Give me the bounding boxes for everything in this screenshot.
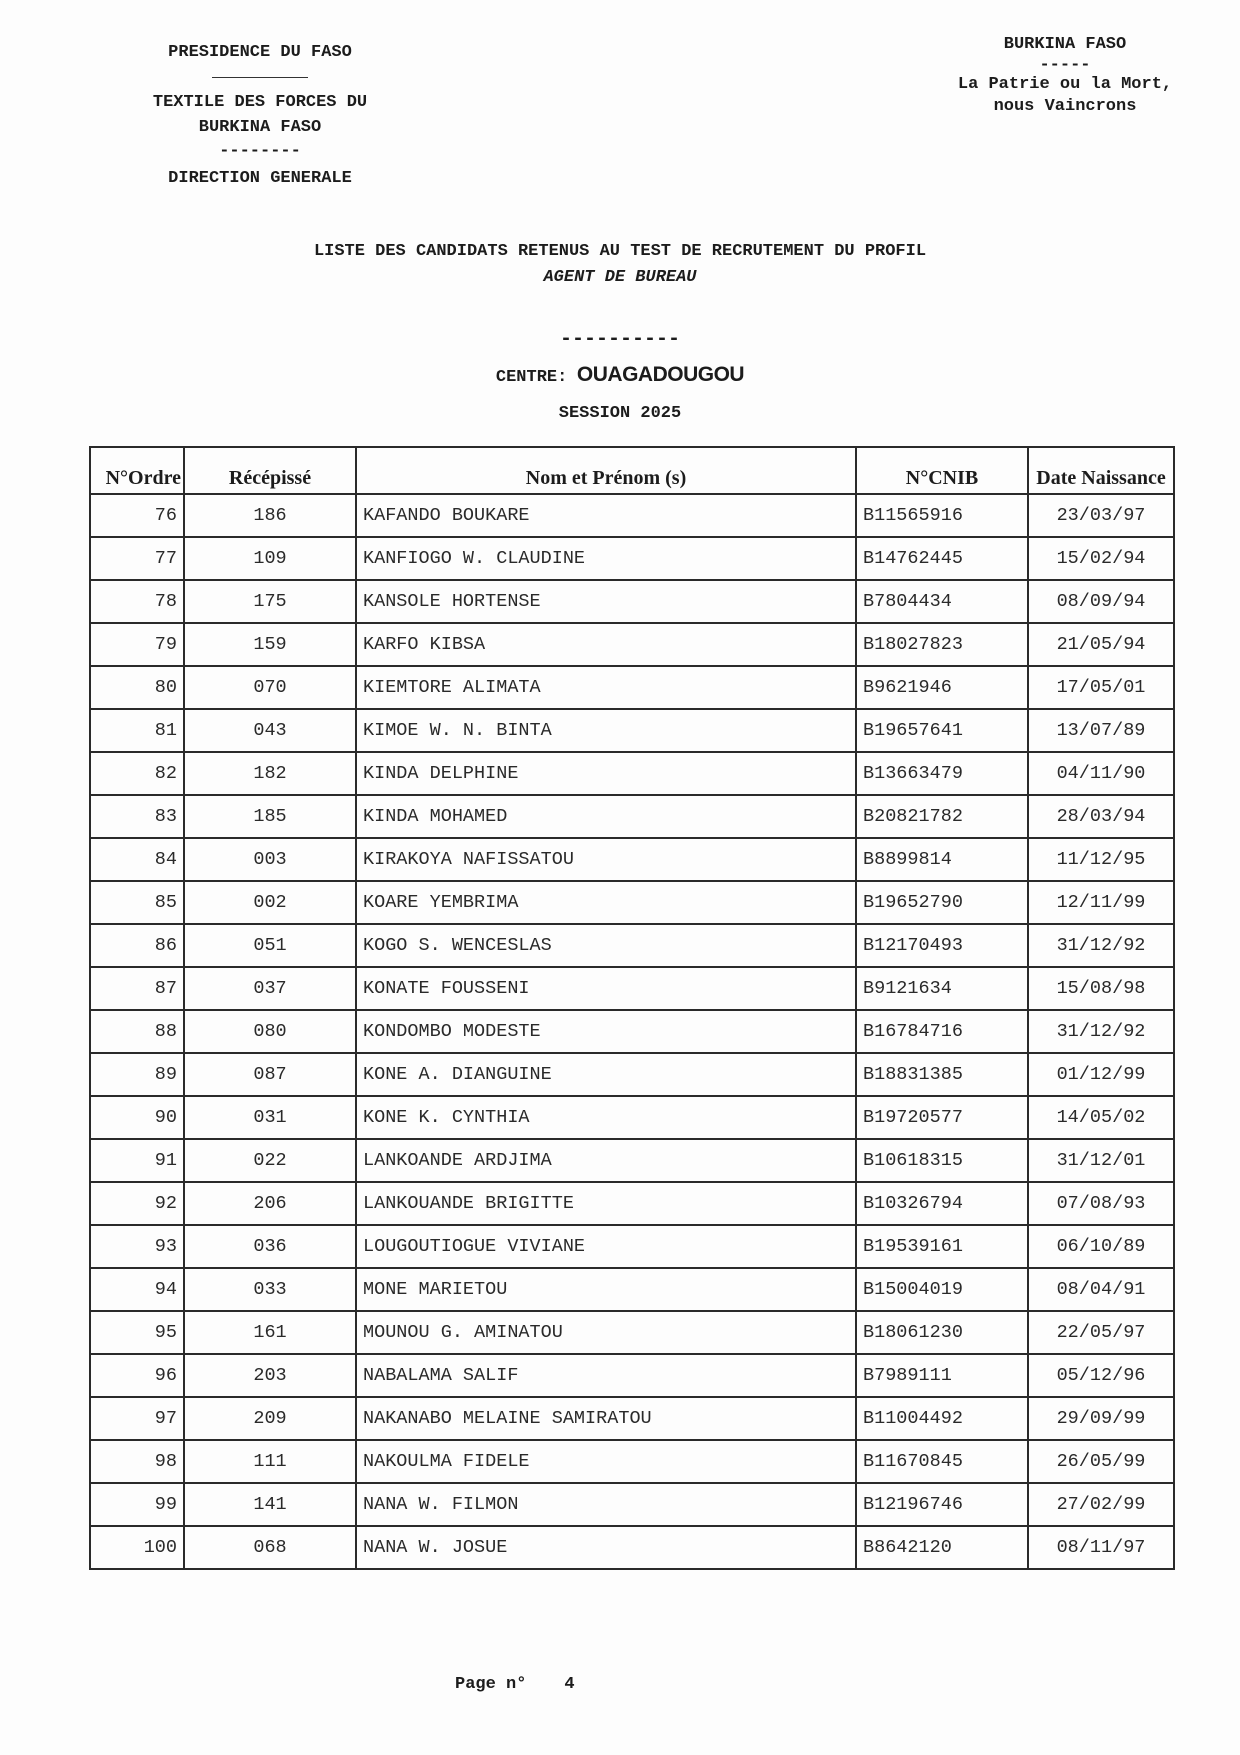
table-row [90, 623, 1174, 666]
birthdate-cell: 15/02/94 [1028, 537, 1174, 580]
name-cell: KONATE FOUSSENI [356, 967, 856, 1010]
ordre-cell: 99 [90, 1483, 184, 1526]
ordre-cell: 92 [90, 1182, 184, 1225]
name-cell: KAFANDO BOUKARE [356, 494, 856, 537]
cnib-cell: B18061230 [856, 1311, 1028, 1354]
cnib-cell: B13663479 [856, 752, 1028, 795]
birthdate-cell: 23/03/97 [1028, 494, 1174, 537]
column-header-cnib: N°CNIB [856, 447, 1028, 494]
birthdate-cell: 27/02/99 [1028, 1483, 1174, 1526]
motto-line1: La Patrie ou la Mort, [957, 75, 1173, 94]
name-cell: KONE A. DIANGUINE [356, 1053, 856, 1096]
name-cell: NAKANABO MELAINE SAMIRATOU [356, 1397, 856, 1440]
table-row [90, 1010, 1174, 1053]
column-header-date: Date Naissance [1028, 447, 1174, 494]
recepisse-cell: 182 [184, 752, 356, 795]
ordre-cell: 98 [90, 1440, 184, 1483]
ordre-cell: 85 [90, 881, 184, 924]
recepisse-cell: 080 [184, 1010, 356, 1053]
name-cell: MONE MARIETOU [356, 1268, 856, 1311]
ordre-cell: 93 [90, 1225, 184, 1268]
table-row [90, 1225, 1174, 1268]
recepisse-cell: 109 [184, 537, 356, 580]
cnib-cell: B19657641 [856, 709, 1028, 752]
name-cell: NANA W. JOSUE [356, 1526, 856, 1569]
cnib-cell: B11565916 [856, 494, 1028, 537]
birthdate-cell: 01/12/99 [1028, 1053, 1174, 1096]
page-label: Page n° [455, 1675, 527, 1694]
cnib-cell: B12170493 [856, 924, 1028, 967]
country-dash-divider: ----- [1039, 56, 1091, 75]
name-cell: LOUGOUTIOGUE VIVIANE [356, 1225, 856, 1268]
name-cell: KIMOE W. N. BINTA [356, 709, 856, 752]
table-row [90, 881, 1174, 924]
cnib-cell: B20821782 [856, 795, 1028, 838]
name-cell: NAKOULMA FIDELE [356, 1440, 856, 1483]
birthdate-cell: 08/09/94 [1028, 580, 1174, 623]
ordre-cell: 84 [90, 838, 184, 881]
page-footer [455, 1675, 575, 1694]
issuer-header [110, 40, 410, 191]
recepisse-cell: 070 [184, 666, 356, 709]
recepisse-cell: 087 [184, 1053, 356, 1096]
cnib-cell: B19720577 [856, 1096, 1028, 1139]
session-label: SESSION 2025 [558, 404, 682, 423]
header-dash-divider: -------- [219, 142, 301, 161]
name-cell: NABALAMA SALIF [356, 1354, 856, 1397]
country-header [930, 34, 1200, 118]
table-row [90, 709, 1174, 752]
recepisse-cell: 068 [184, 1526, 356, 1569]
cnib-cell: B18831385 [856, 1053, 1028, 1096]
cnib-cell: B16784716 [856, 1010, 1028, 1053]
ordre-cell: 88 [90, 1010, 184, 1053]
country-name: BURKINA FASO [1003, 35, 1127, 54]
table-row [90, 580, 1174, 623]
document-title: LISTE DES CANDIDATS RETENUS AU TEST DE RECRUTEMENT DU PROFIL [313, 242, 927, 261]
birthdate-cell: 08/11/97 [1028, 1526, 1174, 1569]
document-title-block [0, 238, 1240, 427]
cnib-cell: B8899814 [856, 838, 1028, 881]
motto-line2: nous Vaincrons [993, 97, 1137, 116]
name-cell: KANSOLE HORTENSE [356, 580, 856, 623]
birthdate-cell: 14/05/02 [1028, 1096, 1174, 1139]
birthdate-cell: 26/05/99 [1028, 1440, 1174, 1483]
table-row [90, 666, 1174, 709]
ordre-cell: 90 [90, 1096, 184, 1139]
table-row [90, 795, 1174, 838]
ordre-cell: 80 [90, 666, 184, 709]
ordre-cell: 78 [90, 580, 184, 623]
organization-name-line1: TEXTILE DES FORCES DU [152, 93, 368, 112]
column-header-nom: Nom et Prénom (s) [356, 447, 856, 494]
cnib-cell: B15004019 [856, 1268, 1028, 1311]
recepisse-cell: 033 [184, 1268, 356, 1311]
ordre-cell: 89 [90, 1053, 184, 1096]
direction-label: DIRECTION GENERALE [168, 169, 352, 188]
recepisse-cell: 111 [184, 1440, 356, 1483]
table-row [90, 967, 1174, 1010]
cnib-cell: B10618315 [856, 1139, 1028, 1182]
recepisse-cell: 203 [184, 1354, 356, 1397]
table-row [90, 537, 1174, 580]
centre-line [0, 360, 1240, 393]
birthdate-cell: 22/05/97 [1028, 1311, 1174, 1354]
header-rule-divider [212, 77, 308, 78]
table-row [90, 494, 1174, 537]
cnib-cell: B9621946 [856, 666, 1028, 709]
table-row [90, 1139, 1174, 1182]
birthdate-cell: 13/07/89 [1028, 709, 1174, 752]
recepisse-cell: 186 [184, 494, 356, 537]
birthdate-cell: 04/11/90 [1028, 752, 1174, 795]
profile-title: AGENT DE BUREAU [543, 268, 697, 287]
table-row [90, 1182, 1174, 1225]
name-cell: KOGO S. WENCESLAS [356, 924, 856, 967]
name-cell: MOUNOU G. AMINATOU [356, 1311, 856, 1354]
recepisse-cell: 043 [184, 709, 356, 752]
name-cell: KONDOMBO MODESTE [356, 1010, 856, 1053]
birthdate-cell: 06/10/89 [1028, 1225, 1174, 1268]
name-cell: KIRAKOYA NAFISSATOU [356, 838, 856, 881]
cnib-cell: B9121634 [856, 967, 1028, 1010]
cnib-cell: B14762445 [856, 537, 1028, 580]
ordre-cell: 79 [90, 623, 184, 666]
cnib-cell: B8642120 [856, 1526, 1028, 1569]
table-body [90, 494, 1174, 1569]
birthdate-cell: 05/12/96 [1028, 1354, 1174, 1397]
recepisse-cell: 159 [184, 623, 356, 666]
birthdate-cell: 15/08/98 [1028, 967, 1174, 1010]
recepisse-cell: 141 [184, 1483, 356, 1526]
ordre-cell: 87 [90, 967, 184, 1010]
birthdate-cell: 31/12/92 [1028, 1010, 1174, 1053]
ordre-cell: 96 [90, 1354, 184, 1397]
cnib-cell: B18027823 [856, 623, 1028, 666]
name-cell: KINDA DELPHINE [356, 752, 856, 795]
candidates-table [89, 446, 1175, 1570]
birthdate-cell: 07/08/93 [1028, 1182, 1174, 1225]
name-cell: KINDA MOHAMED [356, 795, 856, 838]
birthdate-cell: 17/05/01 [1028, 666, 1174, 709]
table-row [90, 838, 1174, 881]
birthdate-cell: 12/11/99 [1028, 881, 1174, 924]
table-row [90, 752, 1174, 795]
name-cell: KANFIOGO W. CLAUDINE [356, 537, 856, 580]
cnib-cell: B12196746 [856, 1483, 1028, 1526]
table-row [90, 1526, 1174, 1569]
birthdate-cell: 08/04/91 [1028, 1268, 1174, 1311]
cnib-cell: B11004492 [856, 1397, 1028, 1440]
ordre-cell: 91 [90, 1139, 184, 1182]
name-cell: LANKOANDE ARDJIMA [356, 1139, 856, 1182]
recepisse-cell: 031 [184, 1096, 356, 1139]
cnib-cell: B19539161 [856, 1225, 1028, 1268]
birthdate-cell: 21/05/94 [1028, 623, 1174, 666]
name-cell: KONE K. CYNTHIA [356, 1096, 856, 1139]
name-cell: KOARE YEMBRIMA [356, 881, 856, 924]
table-row [90, 1053, 1174, 1096]
organization-name-line2: BURKINA FASO [198, 118, 322, 137]
table-row [90, 1440, 1174, 1483]
recepisse-cell: 206 [184, 1182, 356, 1225]
ordre-cell: 100 [90, 1526, 184, 1569]
ordre-cell: 77 [90, 537, 184, 580]
centre-value: OUAGADOUGOU [576, 363, 745, 386]
table-header-row [90, 447, 1174, 494]
recepisse-cell: 037 [184, 967, 356, 1010]
recepisse-cell: 002 [184, 881, 356, 924]
ordre-cell: 83 [90, 795, 184, 838]
recepisse-cell: 209 [184, 1397, 356, 1440]
cnib-cell: B7989111 [856, 1354, 1028, 1397]
table-row [90, 1483, 1174, 1526]
page-number: 4 [564, 1675, 575, 1694]
recepisse-cell: 185 [184, 795, 356, 838]
centre-label: CENTRE: [495, 368, 568, 387]
ordre-cell: 76 [90, 494, 184, 537]
birthdate-cell: 29/09/99 [1028, 1397, 1174, 1440]
column-header-ordre: N°Ordre [90, 447, 184, 494]
ordre-cell: 94 [90, 1268, 184, 1311]
recepisse-cell: 175 [184, 580, 356, 623]
birthdate-cell: 28/03/94 [1028, 795, 1174, 838]
table-row [90, 1311, 1174, 1354]
ordre-cell: 81 [90, 709, 184, 752]
name-cell: KIEMTORE ALIMATA [356, 666, 856, 709]
table-row [90, 1268, 1174, 1311]
ordre-cell: 86 [90, 924, 184, 967]
ordre-cell: 95 [90, 1311, 184, 1354]
cnib-cell: B7804434 [856, 580, 1028, 623]
cnib-cell: B10326794 [856, 1182, 1028, 1225]
title-separator: ---------- [559, 328, 681, 351]
cnib-cell: B11670845 [856, 1440, 1028, 1483]
ordre-cell: 82 [90, 752, 184, 795]
name-cell: KARFO KIBSA [356, 623, 856, 666]
table-row [90, 1397, 1174, 1440]
recepisse-cell: 003 [184, 838, 356, 881]
table-row [90, 1096, 1174, 1139]
birthdate-cell: 31/12/01 [1028, 1139, 1174, 1182]
column-header-recepisse: Récépissé [184, 447, 356, 494]
name-cell: LANKOUANDE BRIGITTE [356, 1182, 856, 1225]
recepisse-cell: 022 [184, 1139, 356, 1182]
name-cell: NANA W. FILMON [356, 1483, 856, 1526]
table-row [90, 924, 1174, 967]
cnib-cell: B19652790 [856, 881, 1028, 924]
recepisse-cell: 051 [184, 924, 356, 967]
recepisse-cell: 036 [184, 1225, 356, 1268]
recepisse-cell: 161 [184, 1311, 356, 1354]
ordre-cell: 97 [90, 1397, 184, 1440]
table-row [90, 1354, 1174, 1397]
birthdate-cell: 31/12/92 [1028, 924, 1174, 967]
birthdate-cell: 11/12/95 [1028, 838, 1174, 881]
presidence-label: PRESIDENCE DU FASO [168, 43, 352, 62]
